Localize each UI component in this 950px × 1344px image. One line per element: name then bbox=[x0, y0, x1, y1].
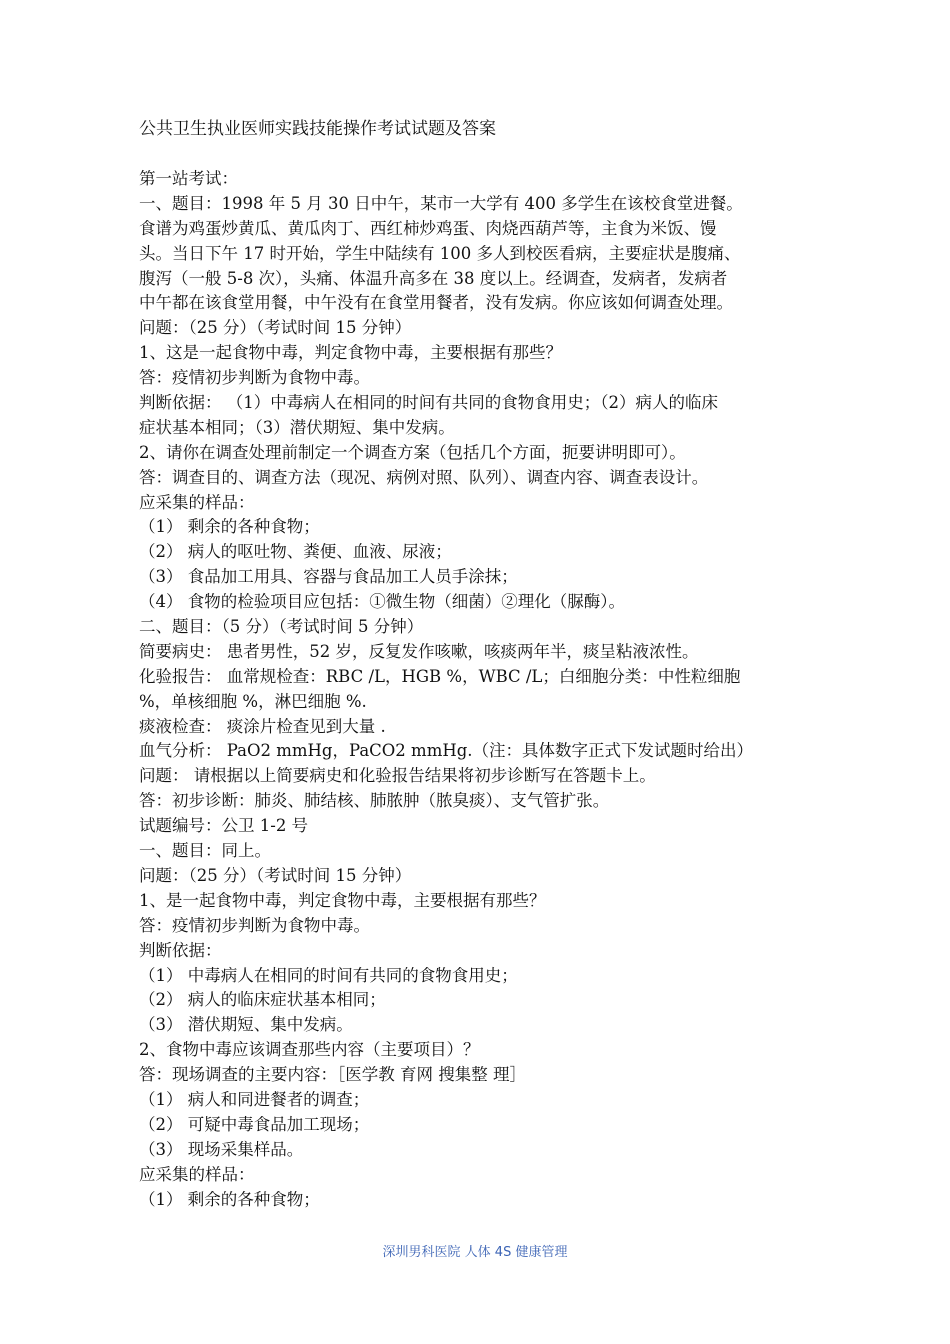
body-line: 二、题目：（5 分）（考试时间 5 分钟） bbox=[139, 617, 424, 637]
body-line: 一、题目：1998 年 5 月 30 日中午，某市一大学有 400 多学生在该校食堂进餐。 bbox=[139, 193, 743, 213]
body-line: 简要病史： 患者男性，52 岁，反复发作咳嗽，咳痰两年半，痰呈粘液浓性。 bbox=[139, 641, 699, 661]
body-line: 判断依据： bbox=[139, 940, 222, 960]
body-line: （1） 病人和同进餐者的调查； bbox=[139, 1089, 370, 1109]
body-line: （2） 病人的临床症状基本相同； bbox=[139, 990, 386, 1010]
body-line: 答：初步诊断：肺炎、肺结核、肺脓肿（脓臭痰）、支气管扩张。 bbox=[139, 791, 610, 811]
body-line: 答：现场调查的主要内容：［医学教 育网 搜集整 理］ bbox=[139, 1065, 526, 1085]
body-line: 问题： 请根据以上简要病史和化验报告结果将初步诊断写在答题卡上。 bbox=[139, 766, 656, 786]
body-line: 答：疫情初步判断为食物中毒。 bbox=[139, 915, 370, 935]
body-line: （3） 食品加工用具、容器与食品加工人员手涂抹； bbox=[139, 567, 518, 587]
body-line: （1） 中毒病人在相同的时间有共同的食物食用史； bbox=[139, 965, 518, 985]
body-line: （1） 剩余的各种食物； bbox=[139, 1189, 320, 1209]
body-line: 答：调查目的、调查方法（现况、病例对照、队列）、调查内容、调查表设计。 bbox=[139, 467, 709, 487]
body-line: 2、食物中毒应该调查那些内容（主要项目）？ bbox=[139, 1040, 480, 1060]
body-line: 应采集的样品： bbox=[139, 1164, 255, 1184]
body-line: 痰液检查： 痰涂片检查见到大量 . bbox=[139, 716, 386, 736]
body-line: 化验报告： 血常规检查：RBC /L，HGB %，WBC /L；白细胞分类：中性粒细胞 bbox=[139, 666, 741, 686]
body-line: %，单核细胞 %，淋巴细胞 %. bbox=[139, 691, 367, 711]
body-line: 一、题目：同上。 bbox=[139, 841, 271, 861]
body-line: 腹泻（一般 5-8 次），头痛、体温升高多在 38 度以上。经调查，发病者，发病者 bbox=[139, 268, 728, 288]
body-line: 食谱为鸡蛋炒黄瓜、黄瓜肉丁、西红柿炒鸡蛋、肉烧西葫芦等，主食为米饭、馒 bbox=[139, 218, 717, 238]
body-line: （2） 病人的呕吐物、粪便、血液、尿液； bbox=[139, 542, 452, 562]
body-line: 答：疫情初步判断为食物中毒。 bbox=[139, 368, 370, 388]
body-line: 试题编号：公卫 1-2 号 bbox=[139, 816, 309, 836]
body-line: （4） 食物的检验项目应包括：①微生物（细菌）②理化（脲酶）。 bbox=[139, 592, 625, 612]
body-line: 判断依据： （1）中毒病人在相同的时间有共同的食物食用史；（2）病人的临床 bbox=[139, 393, 718, 413]
document-body bbox=[139, 167, 819, 1212]
body-line: 问题：（25 分）（考试时间 15 分钟） bbox=[139, 318, 412, 338]
body-line: （2） 可疑中毒食品加工现场； bbox=[139, 1114, 370, 1134]
body-line: （3） 现场采集样品。 bbox=[139, 1139, 304, 1159]
body-line: （3） 潜伏期短、集中发病。 bbox=[139, 1015, 353, 1035]
body-line: 症状基本相同；（3）潜伏期短、集中发病。 bbox=[139, 417, 455, 437]
body-line: 1、是一起食物中毒，判定食物中毒，主要根据有那些？ bbox=[139, 890, 546, 910]
body-line: 血气分析： PaO2 mmHg，PaCO2 mmHg.（注：具体数字正式下发试题时给出） bbox=[139, 741, 754, 761]
body-line: （1） 剩余的各种食物； bbox=[139, 517, 320, 537]
body-line: 第一站考试： bbox=[139, 169, 238, 188]
page-footer: 深圳男科医院 人体 4S 健康管理 bbox=[382, 1245, 568, 1260]
body-line: 2、请你在调查处理前制定一个调查方案（包括几个方面，扼要讲明即可）。 bbox=[139, 442, 686, 462]
body-line: 1、这是一起食物中毒，判定食物中毒，主要根据有那些？ bbox=[139, 343, 562, 363]
body-line: 应采集的样品： bbox=[139, 492, 255, 512]
body-line: 中午都在该食堂用餐，中午没有在食堂用餐者，没有发病。你应该如何调查处理。 bbox=[139, 293, 733, 313]
body-line: 头。当日下午 17 时开始，学生中陆续有 100 多人到校医看病，主要症状是腹痛、 bbox=[139, 243, 741, 263]
document-title: 公共卫生执业医师实践技能操作考试试题及答案 bbox=[139, 119, 496, 139]
body-line: 问题：（25 分）（考试时间 15 分钟） bbox=[139, 865, 412, 885]
